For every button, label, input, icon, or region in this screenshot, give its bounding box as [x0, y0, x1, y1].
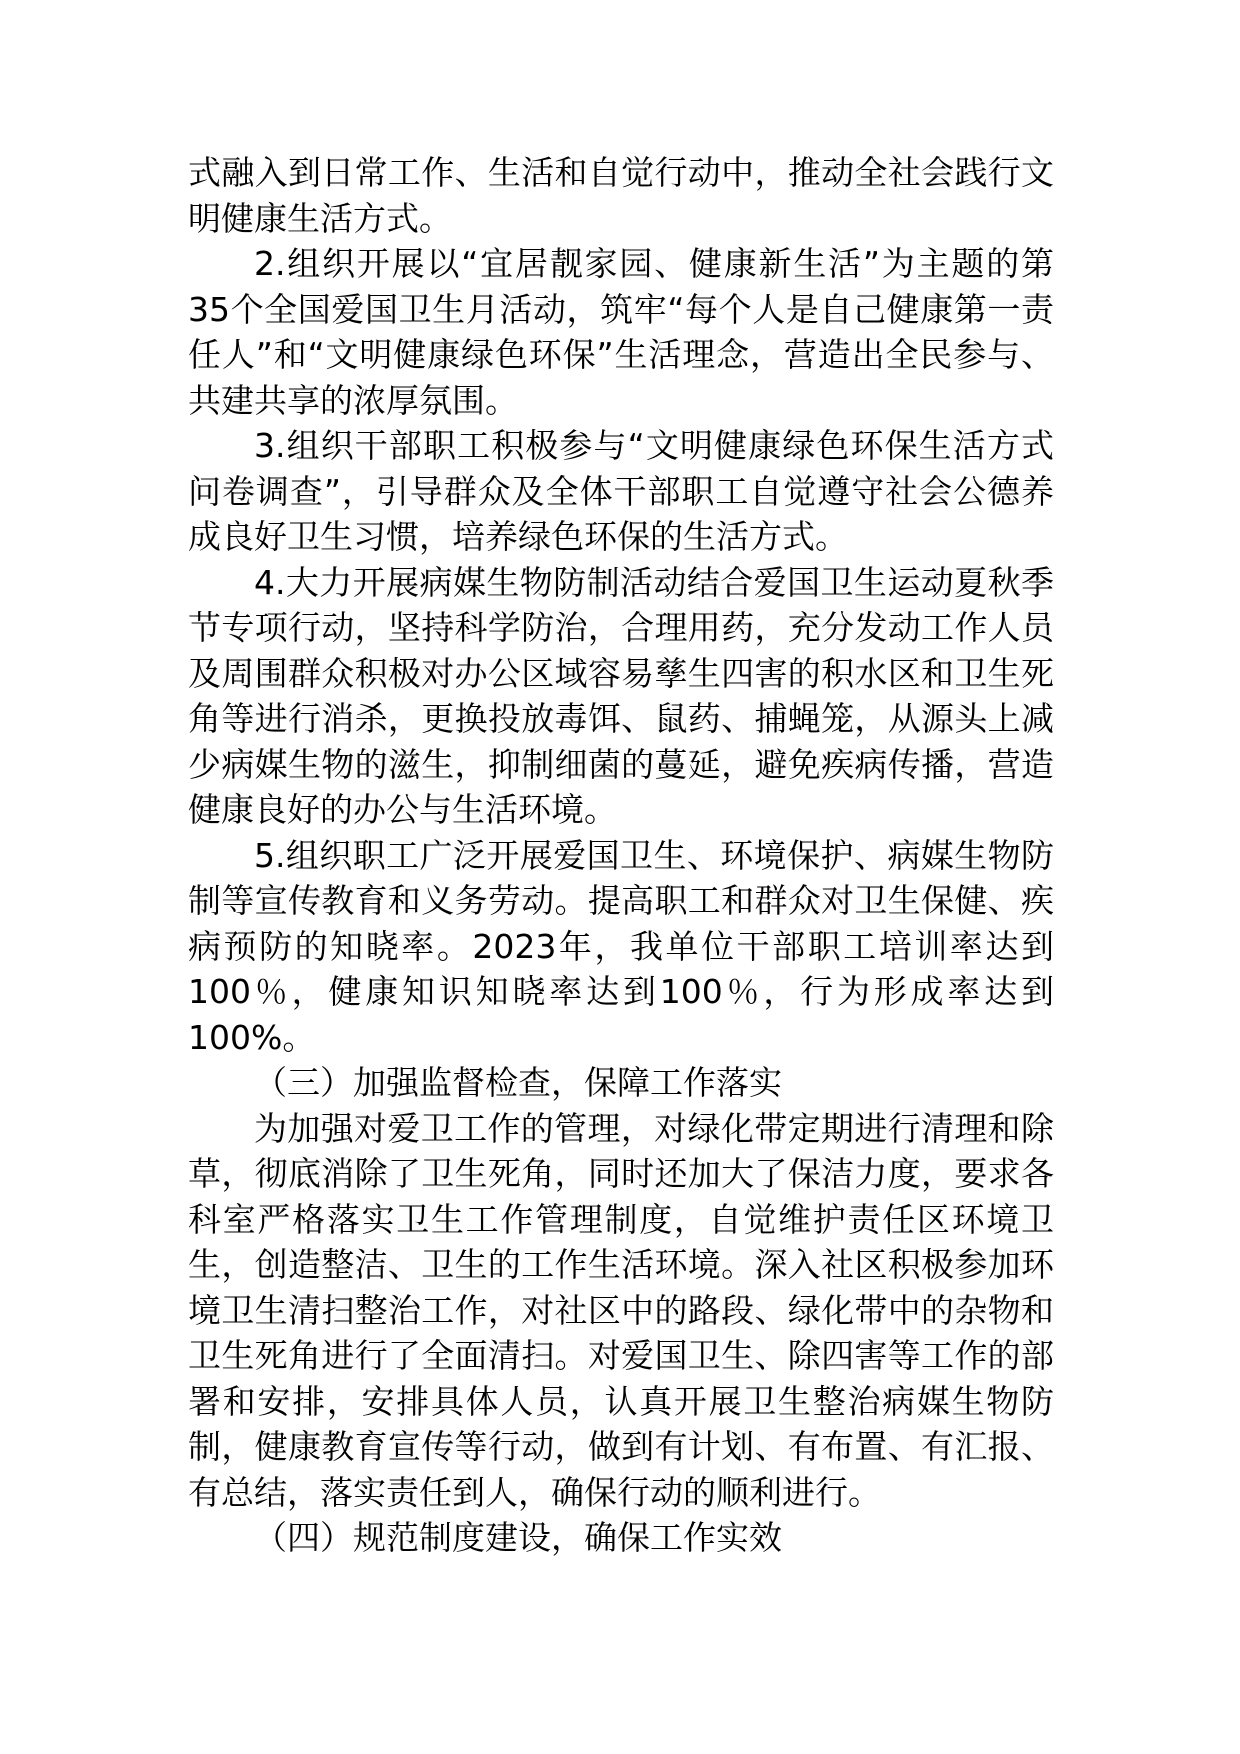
paragraph-item-2: 2.组织开展以“宜居靓家园、健康新生活”为主题的第35个全国爱国卫生月活动，筑牢“每个人是自己健康第一责任人”和“文明健康绿色环保”生活理念，营造出全民参与、共建共享的浓厚氛围。: [188, 244, 1054, 420]
paragraph-item-5: 5.组织职工广泛开展爱国卫生、环境保护、病媒生物防制等宣传教育和义务劳动。提高职工和群众对卫生保健、疾病预防的知晓率。2023年，我单位干部职工培训率达到100％，健康知识知晓率达到100％，行为形成率达到100%。: [188, 835, 1054, 1057]
section-heading-4: （四）规范制度建设，确保工作实效: [254, 1518, 782, 1557]
paragraph-item-3: 3.组织干部职工积极参与“文明健康绿色环保生活方式问卷调查”，引导群众及全体干部职工自觉遵守社会公德养成良好卫生习惯，培养绿色环保的生活方式。: [188, 426, 1054, 556]
paragraph-continuation: 式融入到日常工作、生活和自觉行动中，推动全社会践行文明健康生活方式。: [188, 153, 1054, 238]
document-body: [188, 150, 1054, 1561]
section-heading-3: （三）加强监督检查，保障工作落实: [254, 1063, 782, 1102]
paragraph-supervision: 为加强对爱卫工作的管理，对绿化带定期进行清理和除草，彻底消除了卫生死角，同时还加大了保洁力度，要求各科室严格落实卫生工作管理制度，自觉维护责任区环境卫生，创造整洁、卫生的工作生活环境。深入社区积极参加环境卫生清扫整治工作，对社区中的路段、绿化带中的杂物和卫生死角进行了全面清扫。对爱国卫生、除四害等工作的部署和安排，安排具体人员，认真开展卫生整治病媒生物防制，健康教育宣传等行动，做到有计划、有布置、有汇报、有总结，落实责任到人，确保行动的顺利进行。: [188, 1108, 1054, 1512]
paragraph-item-4: 4.大力开展病媒生物防制活动结合爱国卫生运动夏秋季节专项行动，坚持科学防治，合理用药，充分发动工作人员及周围群众积极对办公区域容易孳生四害的积水区和卫生死角等进行消杀，更换投放毒饵、鼠药、捕蝇笼，从源头上减少病媒生物的滋生，抑制细菌的蔓延，避免疾病传播，营造健康良好的办公与生活环境。: [188, 562, 1054, 829]
